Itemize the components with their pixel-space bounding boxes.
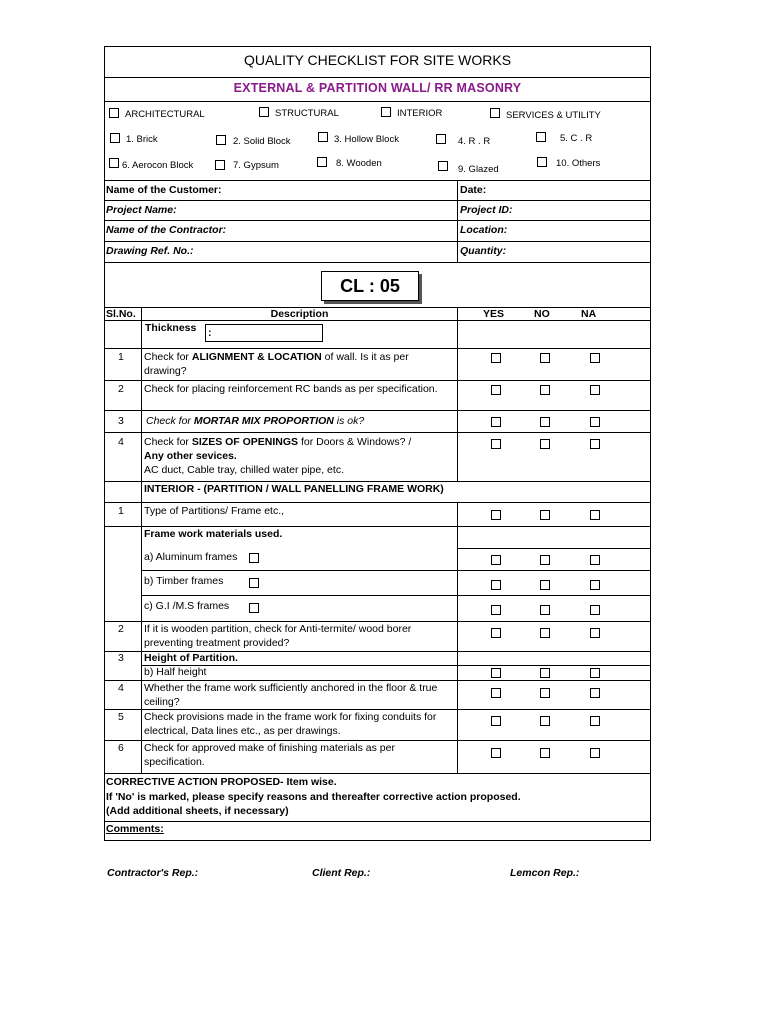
brick-checkbox[interactable] xyxy=(110,133,120,143)
divider xyxy=(104,432,651,433)
divider xyxy=(104,709,651,710)
quantity-label: Quantity: xyxy=(460,245,507,257)
answer-yes-checkbox[interactable] xyxy=(491,748,501,758)
divider xyxy=(104,502,651,503)
answer-na-checkbox[interactable] xyxy=(590,668,600,678)
col-na: NA xyxy=(581,308,597,320)
answer-no-checkbox[interactable] xyxy=(540,385,550,395)
row-text: preventing treatment provided? xyxy=(144,637,290,649)
answer-no-checkbox[interactable] xyxy=(540,580,550,590)
contractor-rep-label: Contractor's Rep.: xyxy=(107,867,199,879)
corrective-text: If 'No' is marked, please specify reasons and thereafter corrective action proposed. xyxy=(106,791,521,803)
row-text: electrical, Data lines etc., as per drawings. xyxy=(144,725,341,737)
answer-no-checkbox[interactable] xyxy=(540,688,550,698)
answer-na-checkbox[interactable] xyxy=(590,688,600,698)
category-label: SERVICES & UTILITY xyxy=(506,110,601,121)
thickness-label: Thickness xyxy=(145,322,197,334)
row-text: Check for ALIGNMENT & LOCATION of wall. Is it as per xyxy=(144,351,409,363)
contractor-label: Name of the Contractor: xyxy=(106,224,227,236)
row-number: 4 xyxy=(118,682,124,694)
material-label: 3. Hollow Block xyxy=(334,134,399,145)
client-rep-label: Client Rep.: xyxy=(312,867,371,879)
row-text: AC duct, Cable tray, chilled water pipe, etc. xyxy=(144,464,344,476)
row-text: Whether the frame work sufficiently anchored in the floor & true xyxy=(144,682,438,694)
answer-yes-checkbox[interactable] xyxy=(491,668,501,678)
category-label: INTERIOR xyxy=(397,108,443,119)
row-text: Check for MORTAR MIX PROPORTION is ok? xyxy=(146,415,365,427)
row-text: a) Aluminum frames xyxy=(144,551,238,563)
divider xyxy=(141,307,142,773)
answer-na-checkbox[interactable] xyxy=(590,510,600,520)
answer-no-checkbox[interactable] xyxy=(540,439,550,449)
divider xyxy=(104,77,651,78)
divider xyxy=(142,595,651,596)
rr-checkbox[interactable] xyxy=(436,134,446,144)
row-number: 2 xyxy=(118,383,124,395)
row-number: 6 xyxy=(118,742,124,754)
divider xyxy=(104,101,651,102)
comments-label: Comments: xyxy=(106,823,164,835)
col-yes: YES xyxy=(483,308,505,320)
divider xyxy=(457,502,458,773)
answer-na-checkbox[interactable] xyxy=(590,716,600,726)
divider xyxy=(104,348,651,349)
divider xyxy=(104,526,651,527)
row-text: b) Half height xyxy=(144,666,207,678)
corrective-text: CORRECTIVE ACTION PROPOSED- Item wise. xyxy=(106,776,337,788)
page-subtitle: EXTERNAL & PARTITION WALL/ RR MASONRY xyxy=(233,81,522,95)
timber-frames-checkbox[interactable] xyxy=(249,578,259,588)
answer-no-checkbox[interactable] xyxy=(540,605,550,615)
aluminum-frames-checkbox[interactable] xyxy=(249,553,259,563)
row-text: If it is wooden partition, check for Anti-termite/ wood borer xyxy=(144,623,412,635)
answer-na-checkbox[interactable] xyxy=(590,555,600,565)
answer-na-checkbox[interactable] xyxy=(590,605,600,615)
row-text: Height of Partition. xyxy=(144,652,238,664)
answer-no-checkbox[interactable] xyxy=(540,510,550,520)
structural-checkbox[interactable] xyxy=(259,107,269,117)
answer-no-checkbox[interactable] xyxy=(540,353,550,363)
answer-no-checkbox[interactable] xyxy=(540,716,550,726)
row-number: 4 xyxy=(118,436,124,448)
location-label: Location: xyxy=(460,224,508,236)
row-text: ceiling? xyxy=(144,696,180,708)
architectural-checkbox[interactable] xyxy=(109,108,119,118)
material-label: 8. Wooden xyxy=(336,158,382,169)
section-header: Frame work materials used. xyxy=(144,528,283,540)
divider xyxy=(104,220,651,221)
col-slno: Sl.No. xyxy=(106,308,136,320)
material-label: 2. Solid Block xyxy=(233,136,291,147)
section-header: INTERIOR - (PARTITION / WALL PANELLING FRAME WORK) xyxy=(144,483,444,495)
col-description: Description xyxy=(270,308,329,320)
answer-na-checkbox[interactable] xyxy=(590,580,600,590)
divider xyxy=(458,548,651,549)
divider xyxy=(104,200,651,201)
aerocon-block-checkbox[interactable] xyxy=(109,158,119,168)
row-text: b) Timber frames xyxy=(144,575,224,587)
divider xyxy=(104,821,651,822)
page-title: QUALITY CHECKLIST FOR SITE WORKS xyxy=(243,52,512,68)
corrective-text: (Add additional sheets, if necessary) xyxy=(106,805,289,817)
material-label: 1. Brick xyxy=(126,134,158,145)
row-number: 1 xyxy=(118,505,124,517)
services-utility-checkbox[interactable] xyxy=(490,108,500,118)
customer-label: Name of the Customer: xyxy=(106,184,222,196)
answer-na-checkbox[interactable] xyxy=(590,385,600,395)
divider xyxy=(142,570,651,571)
answer-na-checkbox[interactable] xyxy=(590,353,600,363)
drawing-ref-label: Drawing Ref. No.: xyxy=(106,245,194,257)
material-label: 7. Gypsum xyxy=(233,160,279,171)
row-text: drawing? xyxy=(144,365,187,377)
divider xyxy=(104,410,651,411)
wooden-checkbox[interactable] xyxy=(317,157,327,167)
answer-yes-checkbox[interactable] xyxy=(491,417,501,427)
answer-na-checkbox[interactable] xyxy=(590,748,600,758)
divider xyxy=(457,180,458,262)
divider xyxy=(104,773,651,774)
divider xyxy=(142,665,651,666)
row-number: 3 xyxy=(118,415,124,427)
row-text: specification. xyxy=(144,756,205,768)
answer-no-checkbox[interactable] xyxy=(540,748,550,758)
answer-yes-checkbox[interactable] xyxy=(491,605,501,615)
project-name-label: Project Name: xyxy=(106,204,177,216)
material-label: 4. R . R xyxy=(458,136,491,147)
checklist-code: CL : 05 xyxy=(321,271,419,301)
divider xyxy=(104,481,651,482)
divider xyxy=(104,621,651,622)
thickness-value: : xyxy=(208,327,212,339)
material-label: 6. Aerocon Block xyxy=(122,160,194,171)
material-label: 9. Glazed xyxy=(458,164,499,175)
row-number: 1 xyxy=(118,351,124,363)
cr-checkbox[interactable] xyxy=(536,132,546,142)
row-number: 2 xyxy=(118,623,124,635)
answer-no-checkbox[interactable] xyxy=(540,668,550,678)
answer-na-checkbox[interactable] xyxy=(590,439,600,449)
material-label: 5. C . R xyxy=(560,133,593,144)
material-label: 10. Others xyxy=(556,158,601,169)
interior-checkbox[interactable] xyxy=(381,107,391,117)
hollow-block-checkbox[interactable] xyxy=(318,132,328,142)
answer-yes-checkbox[interactable] xyxy=(491,628,501,638)
divider xyxy=(104,241,651,242)
glazed-checkbox[interactable] xyxy=(438,161,448,171)
row-text: c) G.I /M.S frames xyxy=(144,600,230,612)
answer-no-checkbox[interactable] xyxy=(540,417,550,427)
divider xyxy=(104,680,651,681)
row-text: Check provisions made in the frame work for fixing conduits for xyxy=(144,711,437,723)
answer-yes-checkbox[interactable] xyxy=(491,385,501,395)
row-text: Check for placing reinforcement RC bands as per specification. xyxy=(144,383,438,395)
answer-yes-checkbox[interactable] xyxy=(491,716,501,726)
category-label: STRUCTURAL xyxy=(275,108,339,119)
row-text: Check for approved make of finishing materials as per xyxy=(144,742,395,754)
divider xyxy=(457,307,458,481)
answer-yes-checkbox[interactable] xyxy=(491,353,501,363)
answer-yes-checkbox[interactable] xyxy=(491,439,501,449)
thickness-field[interactable] xyxy=(205,324,323,342)
divider xyxy=(104,180,651,181)
gi-ms-frames-checkbox[interactable] xyxy=(249,603,259,613)
row-number: 5 xyxy=(118,711,124,723)
answer-na-checkbox[interactable] xyxy=(590,417,600,427)
solid-block-checkbox[interactable] xyxy=(216,135,226,145)
lemcon-rep-label: Lemcon Rep.: xyxy=(510,867,580,879)
divider xyxy=(104,262,651,263)
row-text: Any other sevices. xyxy=(144,450,237,462)
answer-yes-checkbox[interactable] xyxy=(491,580,501,590)
answer-yes-checkbox[interactable] xyxy=(491,555,501,565)
divider xyxy=(104,380,651,381)
row-text: Type of Partitions/ Frame etc., xyxy=(144,505,285,517)
answer-yes-checkbox[interactable] xyxy=(491,510,501,520)
answer-no-checkbox[interactable] xyxy=(540,555,550,565)
col-no: NO xyxy=(534,308,550,320)
answer-no-checkbox[interactable] xyxy=(540,628,550,638)
answer-yes-checkbox[interactable] xyxy=(491,688,501,698)
divider xyxy=(104,740,651,741)
category-label: ARCHITECTURAL xyxy=(125,109,205,120)
row-number: 3 xyxy=(118,652,124,664)
row-text: Check for SIZES OF OPENINGS for Doors & Windows? / xyxy=(144,436,412,448)
project-id-label: Project ID: xyxy=(460,204,513,216)
answer-na-checkbox[interactable] xyxy=(590,628,600,638)
others-checkbox[interactable] xyxy=(537,157,547,167)
gypsum-checkbox[interactable] xyxy=(215,160,225,170)
date-label: Date: xyxy=(460,184,487,196)
